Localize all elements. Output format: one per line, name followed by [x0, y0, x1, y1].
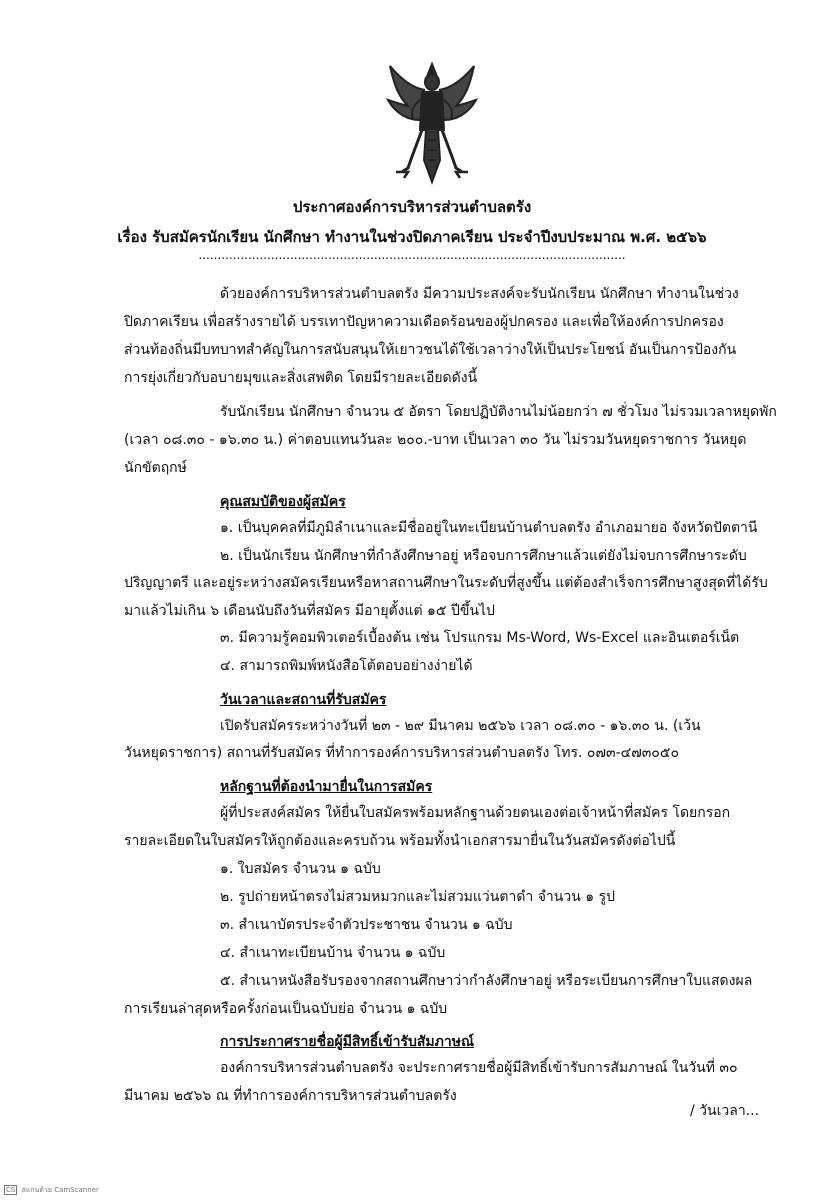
qualification-item: ๑. เป็นบุคคลที่มีภูมิลำเนาและมีชื่ออยู่ในทะเบียนบ้านตำบลตรัง อำเภอมายอ จังหวัดปัตตานี: [220, 520, 758, 536]
qualification-item: มาแล้วไม่เกิน ๖ เดือนนับถึงวันที่สมัคร มีอายุตั้งแต่ ๑๕ ปีขึ้นไป: [124, 603, 495, 619]
intro-line: การยุ่งเกี่ยวกับอบายมุขและสิ่งเสพติด โดยมีรายละเอียดดังนี้: [124, 370, 478, 386]
schedule-line: เปิดรับสมัครระหว่างวันที่ ๒๓ - ๒๙ มีนาคม ๒๕๖๖ เวลา ๐๘.๓๐ - ๑๖.๓๐ น. (เว้น: [220, 718, 701, 734]
continuation-marker: / วันเวลา...: [690, 1103, 760, 1119]
scanner-footer-text: สแกนด้วย CamScanner: [21, 1186, 99, 1194]
document-item: การเรียนล่าสุดหรือครั้งก่อนเป็นฉบับย่อ จำนวน ๑ ฉบับ: [124, 1001, 448, 1017]
garuda-emblem: [382, 60, 482, 188]
announcement-heading: การประกาศรายชื่อผู้มีสิทธิ์เข้ารับสัมภาษณ์: [220, 1034, 474, 1050]
announcement-line: องค์การบริหารส่วนตำบลตรัง จะประกาศรายชื่อผู้มีสิทธิ์เข้ารับการสัมภาษณ์ ในวันที่ ๓๐: [220, 1060, 738, 1076]
document-item: ๕. สำเนาหนังสือรับรองจากสถานศึกษาว่ากำลังศึกษาอยู่ หรือระเบียนการศึกษาใบแสดงผล: [220, 973, 753, 989]
intro-line: ส่วนท้องถิ่นมีบทบาทสำคัญในการสนับสนุนให้เยาวชนได้ใช้เวลาว่างให้เป็นประโยชน์ อันเป็นการป้องกัน: [124, 342, 737, 358]
camscanner-badge: CS: [6, 1186, 16, 1194]
qualification-item: ๒. เป็นนักเรียน นักศึกษาที่กำลังศึกษาอยู่ หรือจบการศึกษาแล้วแต่ยังไม่จบการศึกษาระดับ: [220, 548, 747, 564]
announcement-line: มีนาคม ๒๕๖๖ ณ ที่ทำการองค์การบริหารส่วนตำบลตรัง: [124, 1088, 457, 1104]
qualification-item: ๔. สามารถพิมพ์หนังสือโต้ตอบอย่างง่ายได้: [220, 658, 473, 674]
intro-line: ปิดภาคเรียน เพื่อสร้างรายได้ บรรเทาปัญหาความเดือดร้อนของผู้ปกครอง และเพื่อให้องค์การปกครอง: [124, 314, 724, 330]
schedule-line: วันหยุดราชการ) สถานที่รับสมัคร ที่ทำการองค์การบริหารส่วนตำบลตรัง โทร. ๐๗๓-๔๗๓๐๕๐: [124, 745, 679, 761]
hire-line: (เวลา ๐๘.๓๐ - ๑๖.๓๐ น.) ค่าตอบแทนวันละ ๒๐๐.-บาท เป็นเวลา ๓๐ วัน ไม่รวมวันหยุดราชการ วันหยุด: [124, 432, 747, 448]
announcement-subject: เรื่อง รับสมัครนักเรียน นักศึกษา ทำงานในช่วงปิดภาคเรียน ประจำปีงบประมาณ พ.ศ. ๒๕๖๖: [117, 228, 707, 246]
document-item: ๒. รูปถ่ายหน้าตรงไม่สวมหมวกและไม่สวมแว่นตาดำ จำนวน ๑ รูป: [220, 889, 615, 905]
documents-line: รายละเอียดในใบสมัครให้ถูกต้องและครบถ้วน พร้อมทั้งนำเอกสารมายื่นในวันสมัครดังต่อไปนี้: [124, 833, 676, 849]
documents-heading: หลักฐานที่ต้องนำมายื่นในการสมัคร: [220, 779, 433, 795]
document-item: ๑. ใบสมัคร จำนวน ๑ ฉบับ: [220, 861, 381, 877]
org-announcement-title: ประกาศองค์การบริหารส่วนตำบลตรัง: [292, 198, 532, 216]
dotted-divider: ................................................................................................................: [198, 248, 626, 262]
scanner-footer: [4, 1185, 99, 1196]
hire-line: รับนักเรียน นักศึกษา จำนวน ๕ อัตรา โดยปฏิบัติงานไม่น้อยกว่า ๗ ชั่วโมง ไม่รวมเวลาหยุดพัก: [220, 404, 777, 420]
document-item: ๔. สำเนาทะเบียนบ้าน จำนวน ๑ ฉบับ: [220, 945, 446, 961]
intro-line: ด้วยองค์การบริหารส่วนตำบลตรัง มีความประสงค์จะรับนักเรียน นักศึกษา ทำงานในช่วง: [220, 286, 739, 302]
qualification-item: ปริญญาตรี และอยู่ระหว่างสมัครเรียนหรือหาสถานศึกษาในระดับที่สูงขึ้น แต่ต้องสำเร็จการศึกษาสูงสุดที่ได้รับ: [124, 575, 768, 591]
schedule-heading: วันเวลาและสถานที่รับสมัคร: [220, 692, 387, 708]
qualification-item: ๓. มีความรู้คอมพิวเตอร์เบื้องต้น เช่น โปรแกรม Ms-Word, Ws-Excel และอินเตอร์เน็ต: [220, 630, 740, 646]
document-item: ๓. สำเนาบัตรประจำตัวประชาชน จำนวน ๑ ฉบับ: [220, 917, 513, 933]
hire-line: นักขัตฤกษ์: [124, 460, 187, 476]
documents-line: ผู้ที่ประสงค์สมัคร ให้ยื่นใบสมัครพร้อมหลักฐานด้วยตนเองต่อเจ้าหน้าที่สมัคร โดยกรอก: [220, 805, 731, 821]
qualifications-heading: คุณสมบัติของผู้สมัคร: [220, 494, 346, 510]
